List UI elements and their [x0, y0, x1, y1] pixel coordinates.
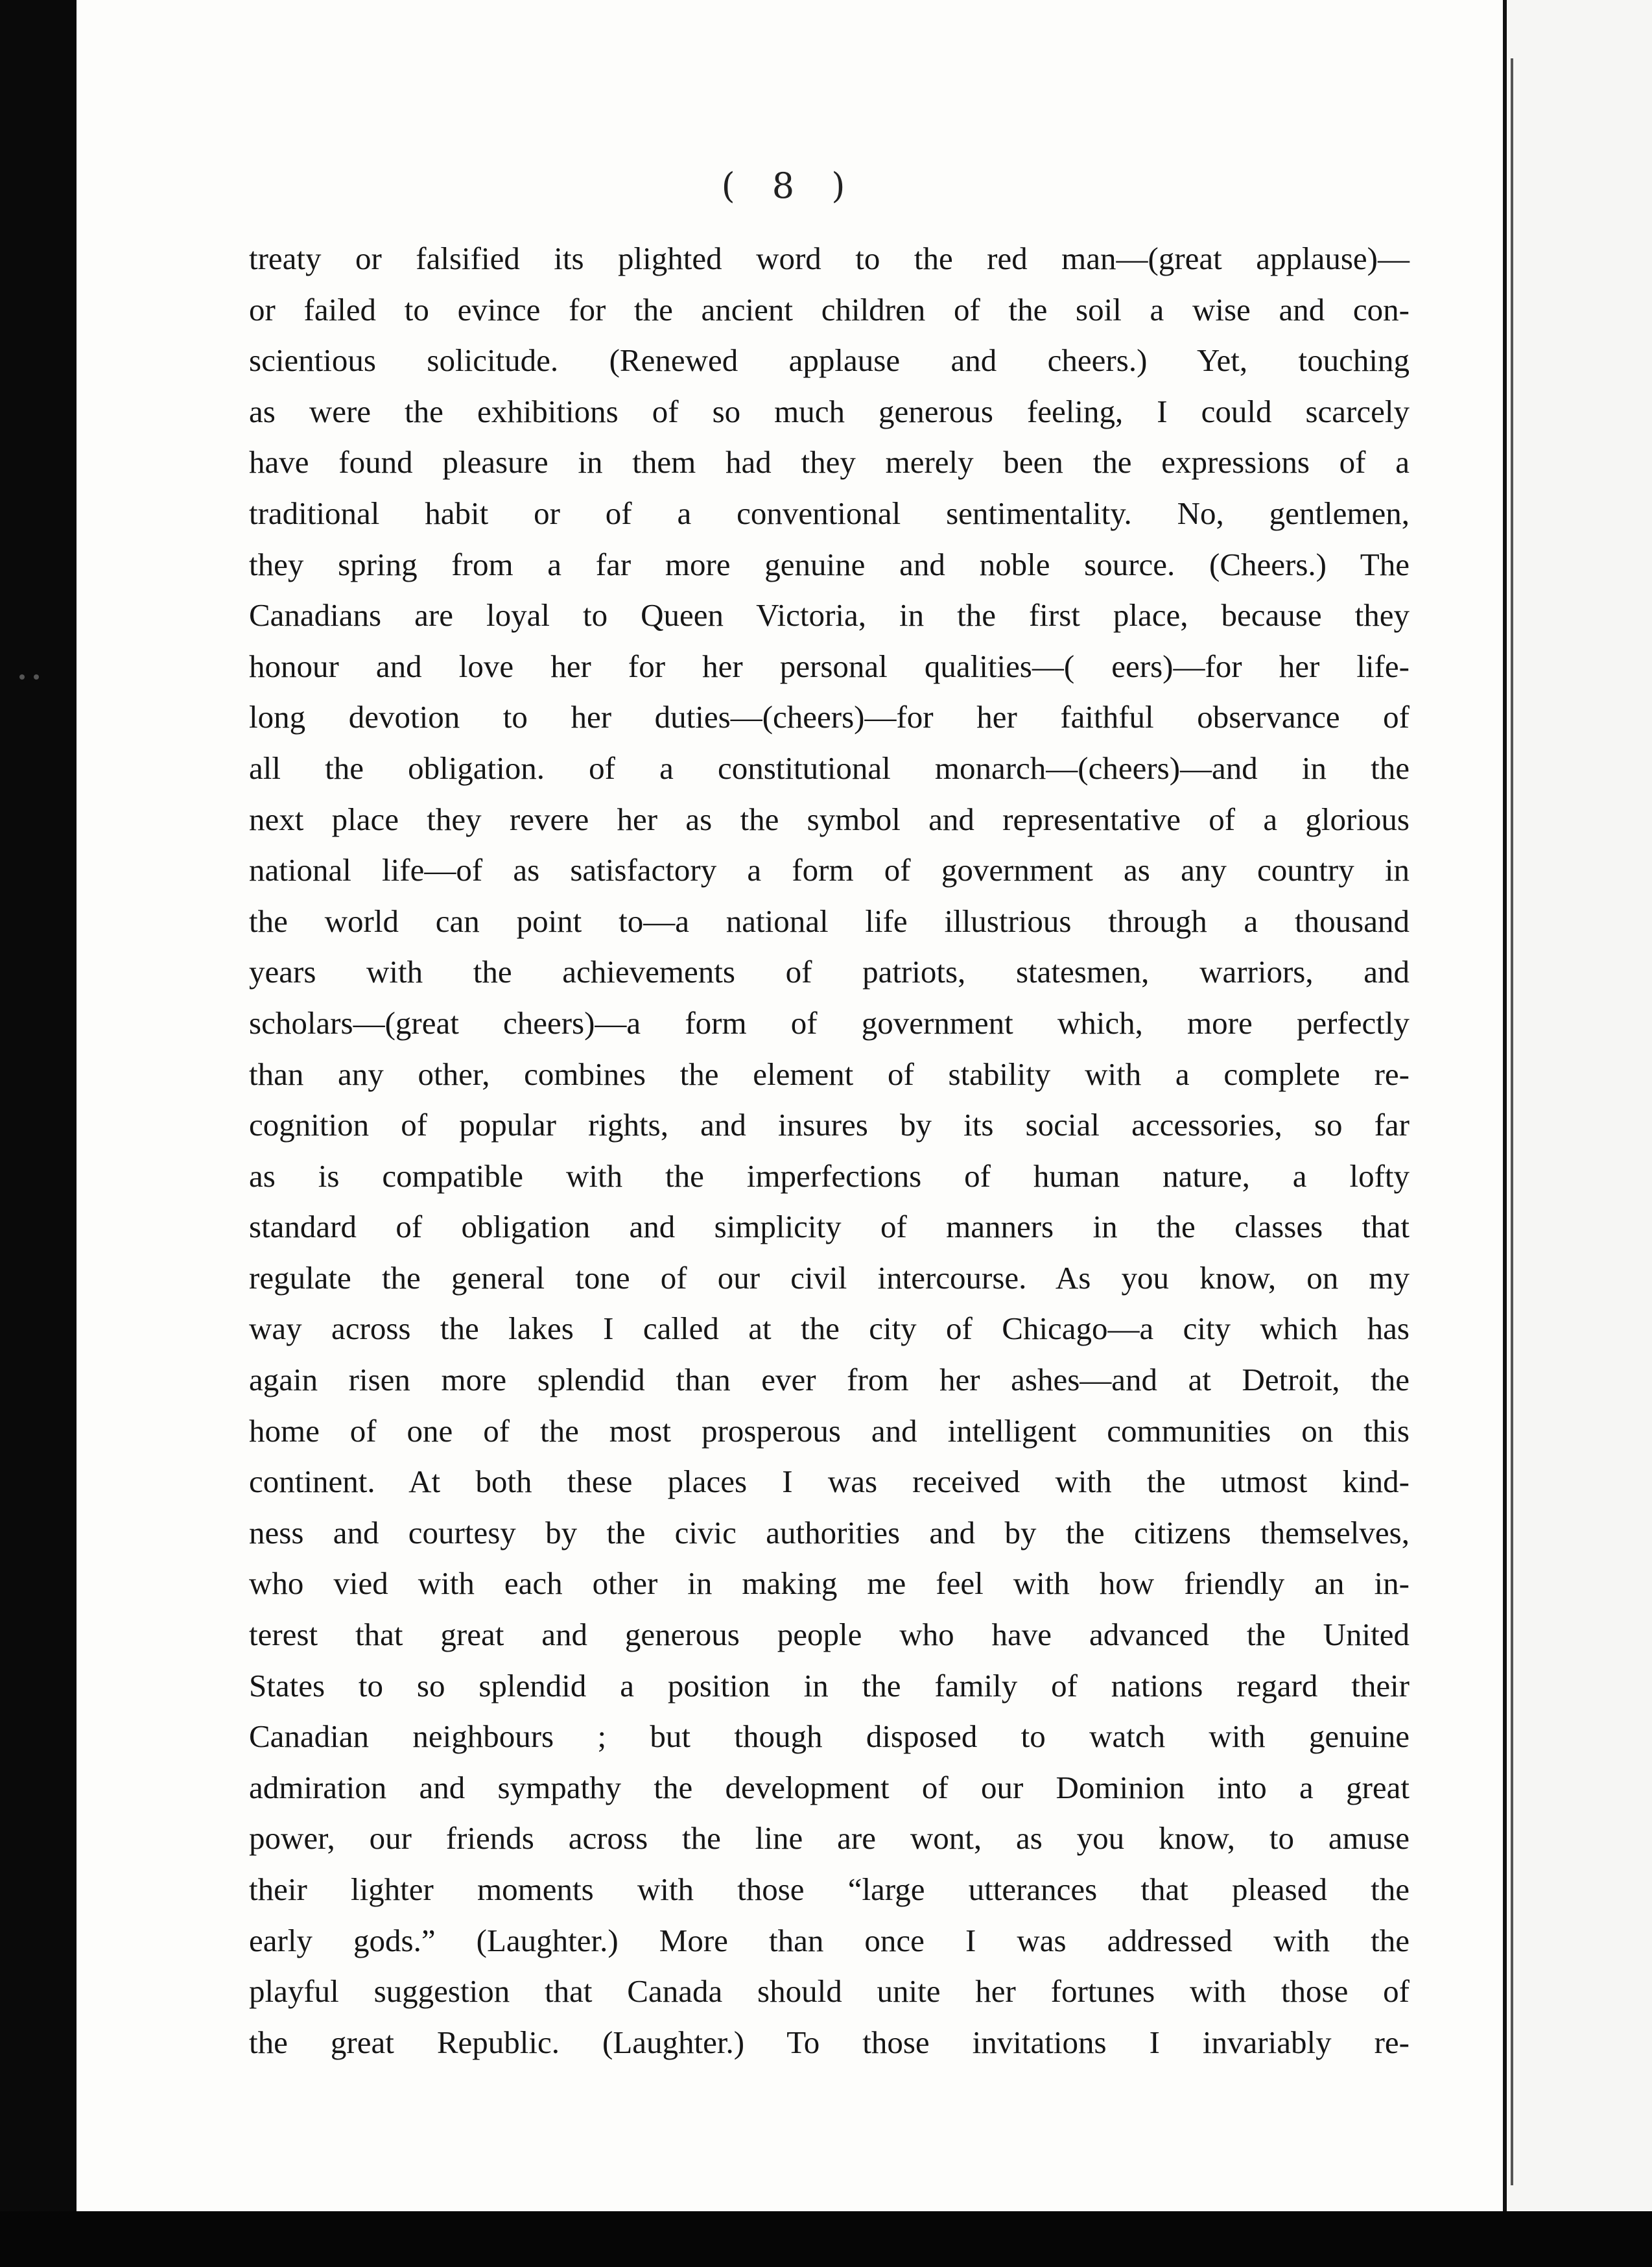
text-line: Canadian neighbours ; but though disposed to watch with genuine: [249, 1718, 1410, 1755]
document-page: [77, 0, 1503, 2211]
text-line: continent. At both these places I was received with the utmost kind-: [249, 1464, 1410, 1500]
text-line: playful suggestion that Canada should unite her fortunes with those of: [249, 1973, 1410, 2010]
text-line: scholars—(great cheers)—a form of government which, more perfectly: [249, 1004, 1410, 1041]
text-line: long devotion to her duties—(cheers)—for her faithful observance of: [249, 699, 1410, 735]
text-line: the great Republic. (Laughter.) To those invitations I invariably re-: [249, 2024, 1410, 2060]
text-line: way across the lakes I called at the city of Chicago—a city which has: [249, 1311, 1410, 1347]
page-number: ( 8 ): [721, 165, 858, 206]
text-line: early gods.” (Laughter.) More than once I was addressed with the: [249, 1922, 1410, 1958]
text-line: have found pleasure in them had they merely been the expressions of a: [249, 444, 1410, 481]
text-line: national life—of as satisfactory a form of government as any country in: [249, 852, 1410, 888]
text-line: treaty or falsified its plighted word to the red man—(great applause)—: [249, 241, 1410, 276]
text-line: scientious solicitude. (Renewed applause and cheers.) Yet, touching: [249, 342, 1410, 379]
text-line: States to so splendid a position in the family of nations regard their: [249, 1667, 1410, 1703]
text-line: terest that great and generous people who have advanced the United: [249, 1617, 1410, 1653]
text-line: regulate the general tone of our civil intercourse. As you know, on my: [249, 1259, 1410, 1296]
text-line: they spring from a far more genuine and noble source. (Cheers.) The: [249, 546, 1410, 582]
body-text: [249, 233, 1410, 2068]
text-line: next place they revere her as the symbol and representative of a glorious: [249, 801, 1410, 837]
text-line: home of one of the most prosperous and intelligent communities on this: [249, 1412, 1410, 1449]
text-line: cognition of popular rights, and insures by its social accessories, so far: [249, 1107, 1410, 1143]
text-line: again risen more splendid than ever from her ashes—and at Detroit, the: [249, 1362, 1410, 1398]
margin-speck: [19, 674, 25, 680]
text-line: their lighter moments with those “large utterances that pleased the: [249, 1871, 1410, 1907]
text-line: standard of obligation and simplicity of manners in the classes that: [249, 1209, 1410, 1245]
adjacent-page-edge: [1503, 0, 1652, 2267]
text-line: the world can point to—a national life illustrious through a thousand: [249, 903, 1410, 939]
text-line: ness and courtesy by the civic authorities and by the citizens themselves,: [249, 1514, 1410, 1550]
text-line: as is compatible with the imperfections of human nature, a lofty: [249, 1157, 1410, 1194]
text-line: honour and love her for her personal qualities—( eers)—for her life-: [249, 648, 1410, 684]
text-line: as were the exhibitions of so much generous feeling, I could scarcely: [249, 393, 1410, 429]
text-line: than any other, combines the element of stability with a complete re-: [249, 1056, 1410, 1092]
text-line: traditional habit or of a conventional sentimentality. No, gentlemen,: [249, 495, 1410, 531]
text-line: all the obligation. of a constitutional monarch—(cheers)—and in the: [249, 750, 1410, 786]
scan-bottom-edge: [0, 2211, 1652, 2267]
margin-speck: [34, 674, 39, 680]
text-line: years with the achievements of patriots, statesmen, warriors, and: [249, 954, 1410, 990]
text-line: admiration and sympathy the development of our Dominion into a great: [249, 1769, 1410, 1805]
page-gutter-line: [1511, 58, 1513, 2185]
text-line: Canadians are loyal to Queen Victoria, in the first place, because they: [249, 597, 1410, 634]
text-line: or failed to evince for the ancient children of the soil a wise and con-: [249, 291, 1410, 327]
text-line: who vied with each other in making me feel with how friendly an in-: [249, 1565, 1410, 1602]
text-line: power, our friends across the line are wont, as you know, to amuse: [249, 1820, 1410, 1857]
